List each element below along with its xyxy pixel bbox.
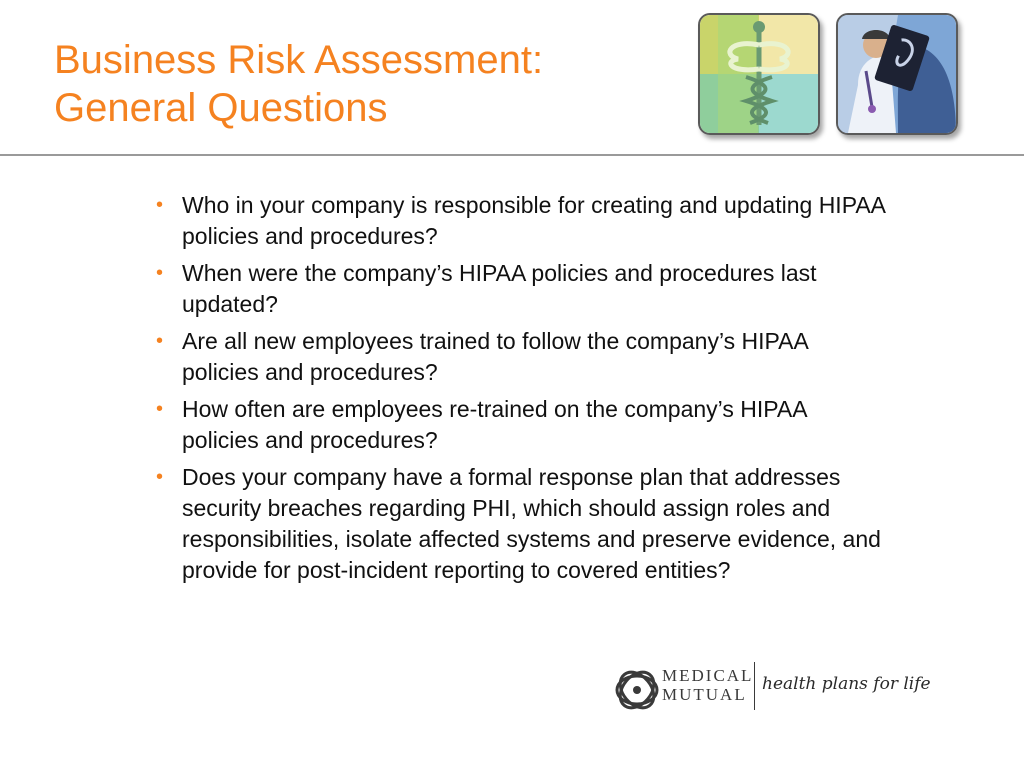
logo-word-medical: MEDICAL: [662, 666, 754, 685]
bullet-text: Are all new employees trained to follow the company’s HIPAA policies and procedures?: [182, 328, 808, 385]
medical-mutual-logo: [614, 660, 934, 716]
doctor-xray-icon: [836, 13, 958, 135]
title-divider: [0, 154, 1024, 156]
bullet-dot-icon: •: [156, 330, 164, 352]
bullet-list: [156, 190, 886, 592]
bullet-dot-icon: •: [156, 194, 164, 216]
caduceus-icon: [698, 13, 820, 135]
logo-divider: [754, 662, 755, 710]
logo-tagline: health plans for life: [762, 674, 931, 694]
bullet-item: [156, 326, 886, 388]
slide-title-line-1: Business Risk Assessment:: [54, 38, 544, 82]
bullet-item: [156, 462, 886, 586]
bullet-item: [156, 394, 886, 456]
slide-title: [54, 36, 543, 132]
bullet-item: [156, 258, 886, 320]
bullet-dot-icon: •: [156, 466, 164, 488]
bullet-text: When were the company’s HIPAA policies and procedures last updated?: [182, 260, 817, 317]
bullet-text: How often are employees re-trained on the company’s HIPAA policies and procedures?: [182, 396, 807, 453]
medical-mutual-logo-icon: [614, 664, 660, 710]
slide-title-line-2: General Questions: [54, 86, 388, 130]
logo-wordmark: [662, 666, 753, 704]
bullet-dot-icon: •: [156, 262, 164, 284]
bullet-dot-icon: •: [156, 398, 164, 420]
bullet-item: [156, 190, 886, 252]
bullet-text: Does your company have a formal response plan that addresses security breaches regarding PHI, which should assign roles and responsibilities, isolate affected systems and preserve evidence, and provide for post-incident reporting to covered entities?: [182, 464, 881, 583]
bullet-text: Who in your company is responsible for creating and updating HIPAA policies and procedures?: [182, 192, 885, 249]
logo-word-mutual: MUTUAL: [662, 685, 747, 704]
